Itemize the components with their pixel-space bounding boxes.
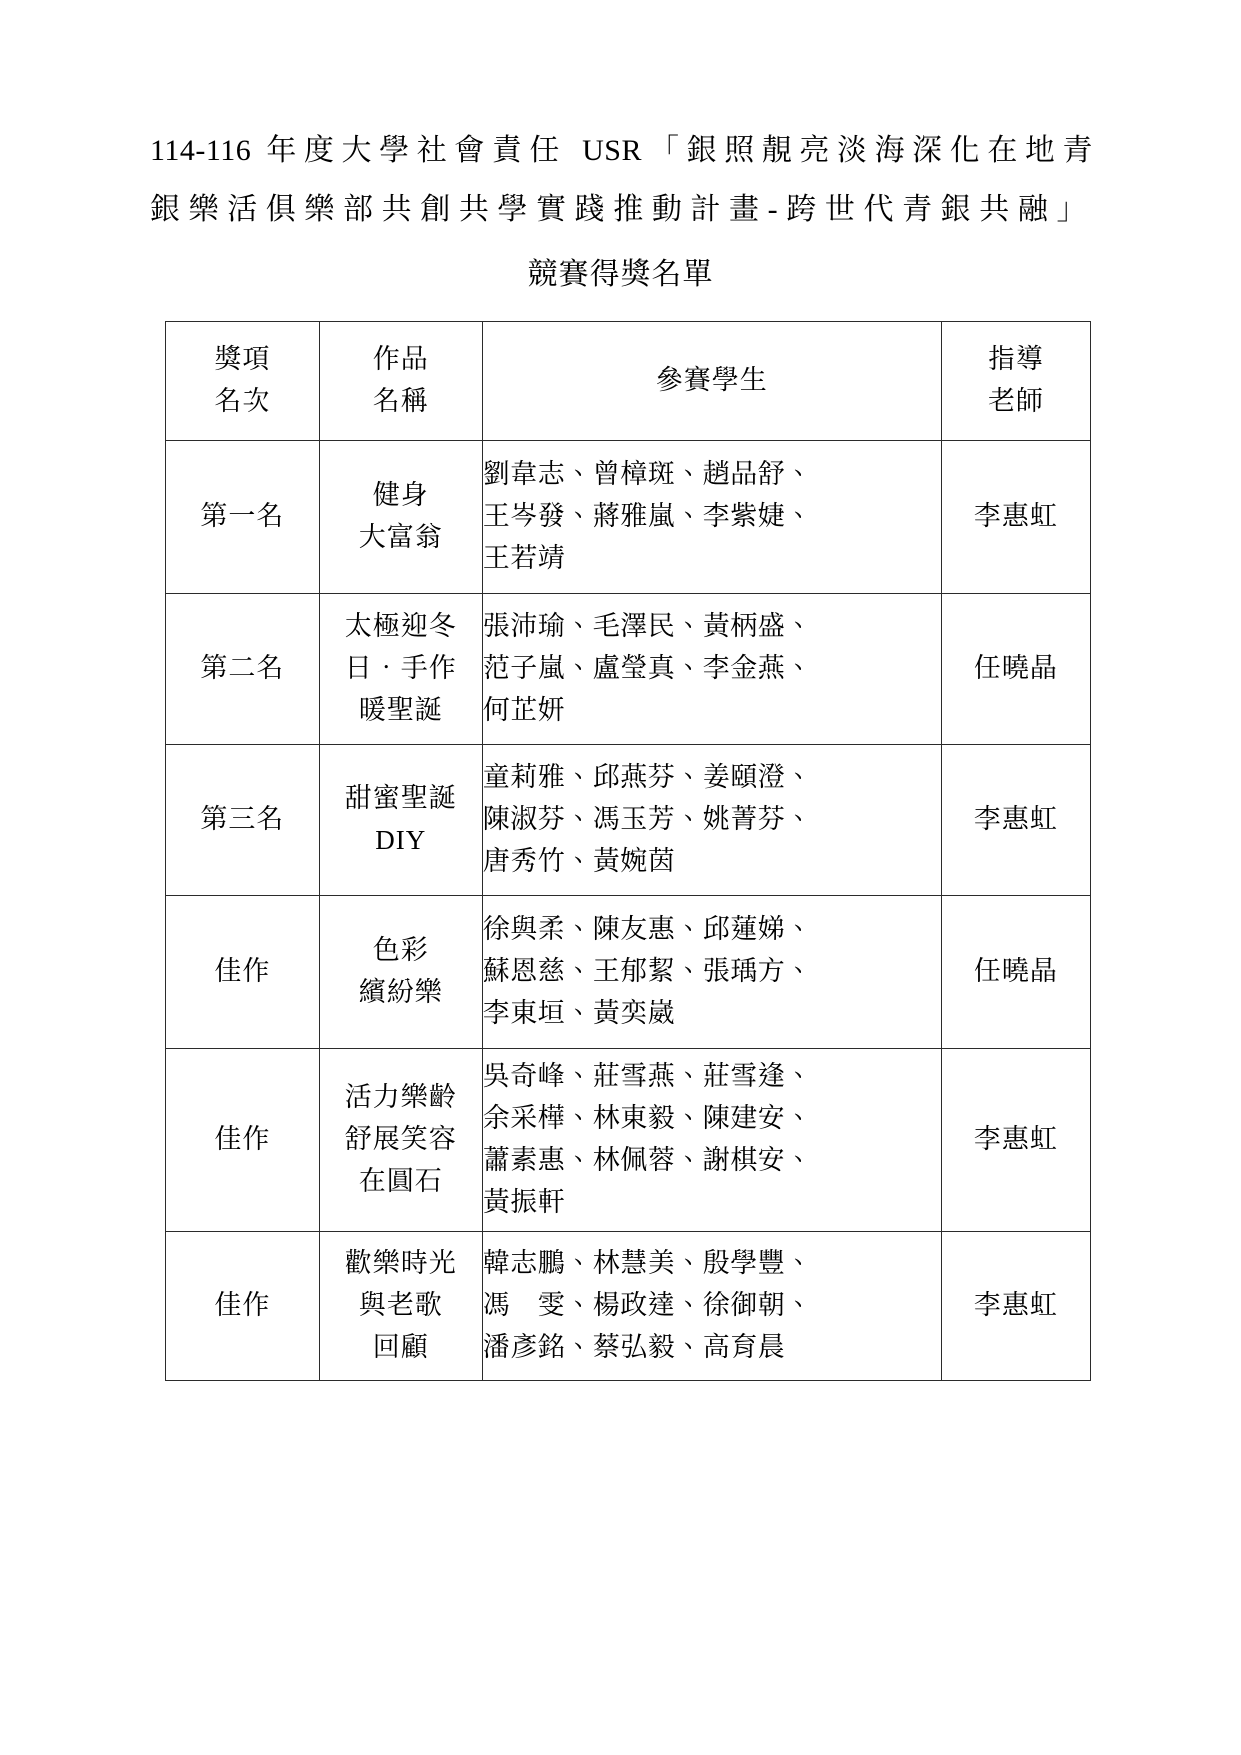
student-line: 徐與柔、陳友惠、邱蓮娣、 — [482, 914, 813, 945]
work-line: 暖聖誕 — [358, 694, 443, 725]
teacher-cell: 李惠虹 — [941, 441, 1090, 594]
page-title-line-1: 114-116 年度大學社會責任 USR「銀照靚亮淡海深化在地青 — [150, 134, 1093, 167]
student-line: 李東垣、黃奕崴 — [482, 997, 676, 1028]
work-line: 在圓石 — [358, 1165, 443, 1196]
table-header-row — [166, 322, 1091, 441]
student-line: 張沛瑜、毛澤民、黃柄盛、 — [482, 611, 813, 642]
rank-cell: 第二名 — [166, 594, 320, 745]
work-line: DIY — [375, 825, 427, 855]
students-cell — [482, 745, 941, 896]
student-line: 童莉雅、邱燕芬、姜頤澄、 — [482, 762, 813, 793]
page-title-line-2: 銀樂活俱樂部共創共學實踐推動計畫-跨世代青銀共融」 — [150, 192, 1087, 226]
work-cell — [319, 1232, 482, 1381]
work-line: 甜蜜聖誕 — [344, 783, 457, 814]
rank-cell: 佳作 — [166, 1049, 320, 1232]
student-line: 蘇恩慈、王郁絜、張瑀方、 — [482, 956, 813, 987]
work-line: 繽紛樂 — [358, 977, 443, 1007]
header-work-line-1: 作品 — [372, 344, 429, 375]
work-line: 活力樂齡 — [344, 1082, 457, 1113]
work-cell — [319, 1049, 482, 1232]
student-line: 唐秀竹、黃婉茵 — [482, 845, 676, 876]
teacher-cell: 李惠虹 — [941, 1049, 1090, 1232]
header-teacher-line-2: 老師 — [987, 386, 1044, 416]
page-subtitle: 競賽得獎名單 — [527, 258, 714, 291]
rank-cell: 佳作 — [166, 1232, 320, 1381]
teacher-cell: 李惠虹 — [941, 1232, 1090, 1381]
student-line: 余采樺、林東毅、陳建安、 — [482, 1103, 813, 1134]
teacher-cell: 任曉晶 — [941, 594, 1090, 745]
student-line: 潘彥銘、蔡弘毅、高育晨 — [482, 1331, 786, 1362]
header-teacher-line-1: 指導 — [987, 344, 1044, 375]
work-line: 太極迎冬 — [344, 611, 457, 642]
award-table-container — [0, 299, 1241, 1381]
student-line: 黃振軒 — [482, 1186, 566, 1217]
rank-cell: 第一名 — [166, 441, 320, 594]
header-cell-work — [319, 322, 482, 441]
students-cell — [482, 441, 941, 594]
table-row — [166, 1049, 1091, 1232]
work-line: 大富翁 — [358, 522, 443, 552]
header-cell-teacher — [941, 322, 1090, 441]
student-line: 王岑發、蔣雅嵐、李紫婕、 — [482, 501, 813, 532]
teacher-cell: 李惠虹 — [941, 745, 1090, 896]
page-title — [0, 0, 1241, 239]
table-row — [166, 745, 1091, 896]
work-line: 日‧手作 — [344, 653, 457, 684]
header-cell-students: 參賽學生 — [482, 322, 941, 441]
student-line: 王若靖 — [482, 542, 566, 573]
student-line: 何芷妍 — [482, 694, 566, 725]
work-line: 回顧 — [372, 1331, 429, 1362]
student-line: 劉韋志、曾樟斑、趙品舒、 — [482, 459, 813, 490]
student-line: 馮 雯、楊政達、徐御朝、 — [482, 1290, 813, 1321]
rank-cell: 第三名 — [166, 745, 320, 896]
table-row — [166, 441, 1091, 594]
teacher-cell: 任曉晶 — [941, 896, 1090, 1049]
students-cell — [482, 896, 941, 1049]
student-line: 韓志鵬、林慧美、殷學豐、 — [482, 1248, 813, 1279]
work-cell — [319, 441, 482, 594]
student-line: 范子嵐、盧瑩真、李金燕、 — [482, 653, 813, 684]
table-row — [166, 896, 1091, 1049]
student-line: 蕭素惠、林佩蓉、謝棋安、 — [482, 1145, 813, 1175]
work-cell — [319, 745, 482, 896]
work-line: 舒展笑容 — [344, 1124, 457, 1155]
work-line: 健身 — [372, 480, 429, 511]
header-rank-line-2: 名次 — [214, 386, 271, 416]
table-row — [166, 594, 1091, 745]
rank-cell: 佳作 — [166, 896, 320, 1049]
work-line: 歡樂時光 — [344, 1248, 457, 1279]
work-cell — [319, 594, 482, 745]
work-line: 與老歌 — [358, 1290, 443, 1321]
header-rank-line-1: 獎項 — [214, 344, 271, 375]
students-cell — [482, 1049, 941, 1232]
student-line: 吳奇峰、莊雪燕、莊雪逢、 — [482, 1061, 813, 1092]
award-table — [165, 321, 1091, 1381]
header-work-line-2: 名稱 — [372, 386, 429, 416]
header-cell-rank — [166, 322, 320, 441]
students-cell — [482, 1232, 941, 1381]
table-row — [166, 1232, 1091, 1381]
students-cell — [482, 594, 941, 745]
work-cell — [319, 896, 482, 1049]
work-line: 色彩 — [372, 935, 429, 966]
student-line: 陳淑芬、馮玉芳、姚菁芬、 — [482, 804, 813, 835]
